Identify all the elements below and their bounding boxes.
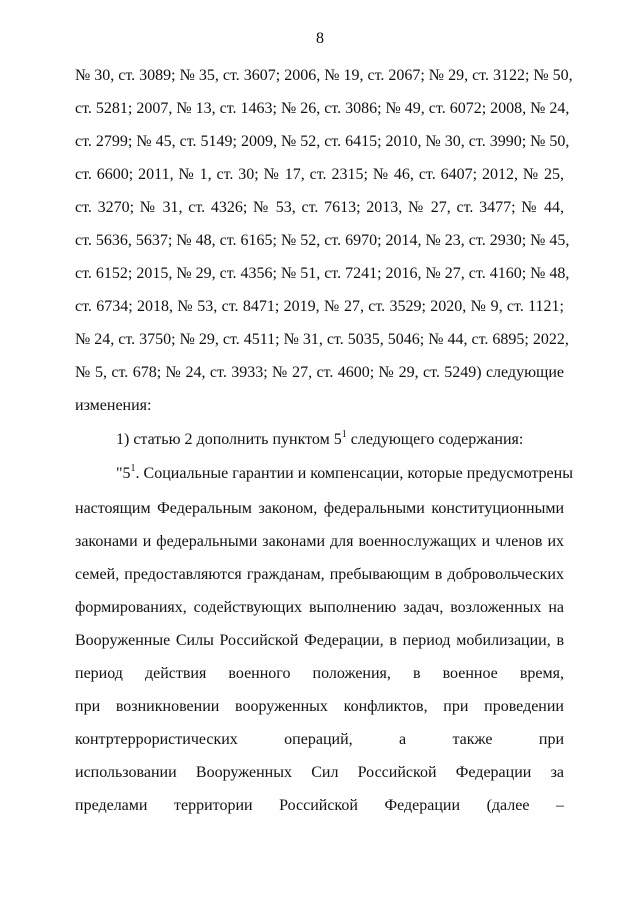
quote-line-4: формированиях, содействующих выполнению задач, возложенных на — [75, 599, 564, 616]
text-line-11: изменения: — [75, 397, 152, 414]
quote-line-1: настоящим Федеральным законом, федеральными конституционными — [75, 500, 564, 517]
quote-line-6: период действия военного положения, в военное время, — [75, 665, 564, 682]
quote-line-2: законами и федеральными законами для военнослужащих и членов их — [75, 533, 564, 550]
quote-first-text: . Социальные гарантии и компенсации, которые предусмотрены — [135, 465, 573, 482]
item-1-text-end: следующего содержания: — [346, 431, 524, 448]
text-line-10: № 5, ст. 678; № 24, ст. 3933; № 27, ст. 4600; № 29, ст. 5249) следующие — [75, 364, 564, 381]
text-line-4: ст. 6600; 2011, № 1, ст. 30; № 17, ст. 2315; № 46, ст. 6407; 2012, № 25, — [75, 166, 564, 183]
text-line-9: № 24, ст. 3750; № 29, ст. 4511; № 31, ст. 5035, 5046; № 44, ст. 6895; 2022, — [75, 331, 569, 348]
text-line-2: ст. 5281; 2007, № 13, ст. 1463; № 26, ст. 3086; № 49, ст. 6072; 2008, № 24, — [75, 100, 570, 117]
quote-line-7: при возникновении вооруженных конфликтов, при проведении — [75, 698, 564, 715]
text-line-1: № 30, ст. 3089; № 35, ст. 3607; 2006, № 19, ст. 2067; № 29, ст. 3122; № 50, — [75, 67, 573, 84]
quote-line-10: пределами территории Российской Федерации (далее – — [75, 797, 564, 814]
text-line-8: ст. 6734; 2018, № 53, ст. 8471; 2019, № 27, ст. 3529; 2020, № 9, ст. 1121; — [75, 298, 564, 315]
item-1-text: 1) статью 2 дополнить пунктом 5 — [116, 431, 342, 448]
text-line-6: ст. 5636, 5637; № 48, ст. 6165; № 52, ст. 6970; 2014, № 23, ст. 2930; № 45, — [75, 232, 570, 249]
text-line-3: ст. 2799; № 45, ст. 5149; 2009, № 52, ст. 6415; 2010, № 30, ст. 3990; № 50, — [75, 133, 570, 150]
quote-first-line — [116, 463, 573, 484]
quote-line-5: Вооруженные Силы Российской Федерации, в период мобилизации, в — [75, 632, 564, 649]
page-number: 8 — [316, 30, 324, 47]
item-1-line — [116, 430, 564, 450]
text-line-7: ст. 6152; 2015, № 29, ст. 4356; № 51, ст. 7241; 2016, № 27, ст. 4160; № 48, — [75, 265, 570, 282]
quote-line-9: использовании Вооруженных Сил Российской Федерации за — [75, 764, 564, 781]
quote-line-3: семей, предоставляются гражданам, пребывающим в добровольческих — [75, 566, 564, 583]
quote-open: "5 — [116, 465, 131, 482]
quote-line-8: контртеррористических операций, а также при — [75, 731, 564, 748]
quote-superscript: 1 — [130, 463, 136, 474]
text-line-5: ст. 3270; № 31, ст. 4326; № 53, ст. 7613; 2013, № 27, ст. 3477; № 44, — [75, 199, 564, 216]
item-1-superscript: 1 — [341, 429, 347, 440]
